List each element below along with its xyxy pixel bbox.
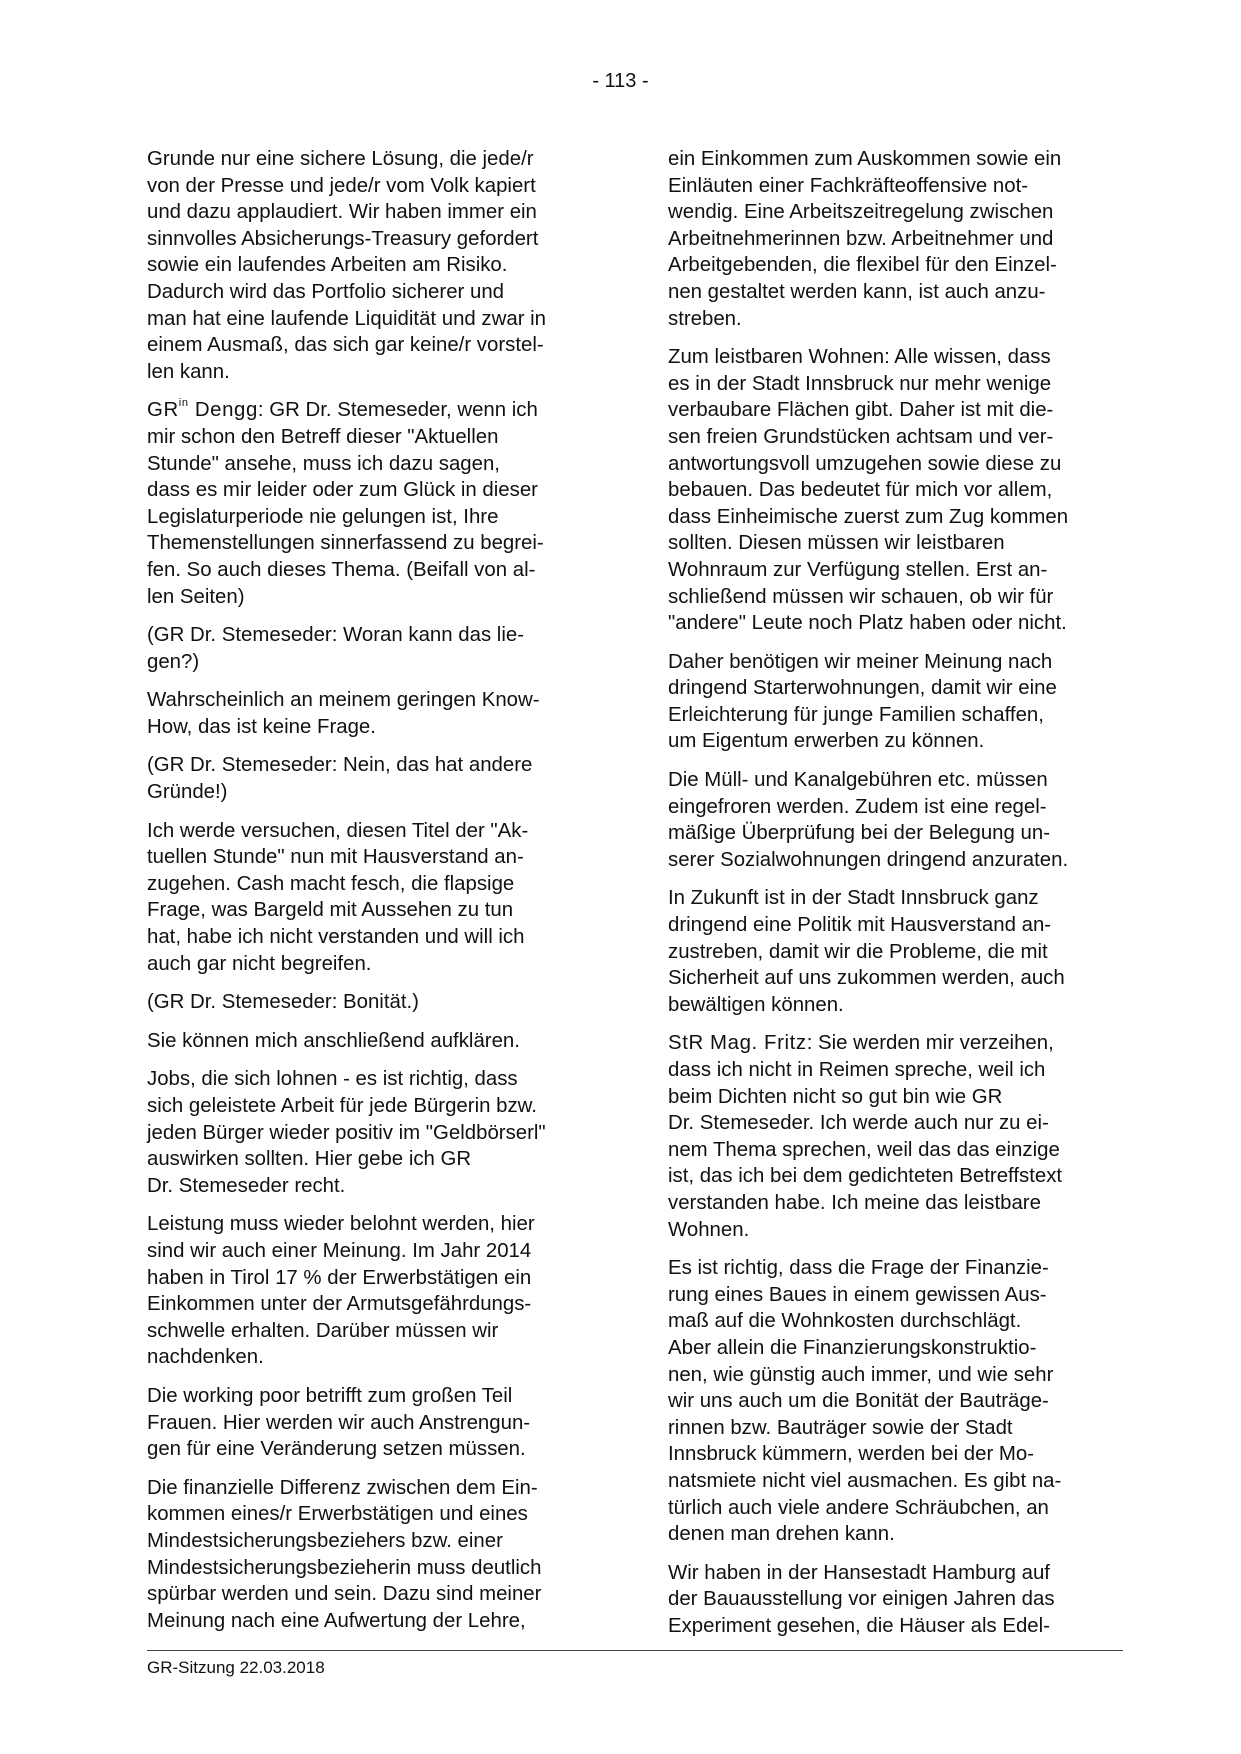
paragraph: Die Müll- und Kanalgebühren etc. müssen eingefroren werden. Zudem ist eine regel- mäßige Überprüfung bei der Belegung un- serer Sozialwohnungen dringend anzuraten. xyxy=(668,769,1069,871)
paragraph: Sie können mich anschließend aufklären. xyxy=(147,1029,520,1052)
paragraph: Daher benötigen wir meiner Meinung nach dringend Starterwohnungen, damit wir eine Erleichterung für junge Familien schaffen, um Eigentum erwerben zu können. xyxy=(668,650,1057,753)
paragraph: Zum leistbaren Wohnen: Alle wissen, dass es in der Stadt Innsbruck nur mehr wenige verbaubare Flächen gibt. Daher ist mit die- sen freien Grundstücken achtsam und ver- antwortungsvoll umzugehen sowie diese zu bebauen. Das bedeutet für mich vor allem, dass Einheimische zuerst zum Zug kommen sollten. Diesen müssen wir leistbaren Wohnraum zur Verfügung stellen. Erst an- schließend müssen wir schauen, ob wir für "andere" Leute noch Platz haben oder nicht. xyxy=(668,346,1069,635)
speaker-name: StR Mag. Fritz xyxy=(668,1032,807,1055)
speech-fritz xyxy=(668,1030,1115,1243)
interjection: (GR Dr. Stemeseder: Nein, das hat andere Gründe!) xyxy=(147,754,533,804)
paragraph: Die finanzielle Differenz zwischen dem Ein- kommen eines/r Erwerbstätigen und eines Mindestsicherungsbeziehers bzw. einer Mindestsicherungsbezieherin muss deutlich spürbar werden und sein. Dazu sind meiner Meinung nach eine Aufwertung der Lehre, xyxy=(147,1476,542,1632)
paragraph: Die working poor betrifft zum großen Teil Frauen. Hier werden wir auch Anstrengun- gen für eine Veränderung setzen müssen. xyxy=(147,1384,531,1461)
paragraph: Wahrscheinlich an meinem geringen Know- How, das ist keine Frage. xyxy=(147,689,540,738)
paragraph: ein Einkommen zum Auskommen sowie ein Einläuten einer Fachkräfteoffensive not- wendig. Eine Arbeitszeitregelung zwischen Arbeitnehmerinnen bzw. Arbeitnehmer und Arbeitgebenden, die flexibel für den Einzel- nen gestaltet werden kann, ist auch anzu- streben. xyxy=(668,148,1062,330)
paragraph: Grunde nur eine sichere Lösung, die jede/r von der Presse und jede/r vom Volk kapiert und dazu applaudiert. Wir haben immer ein sinnvolles Absicherungs-Treasury gefordert sowie ein laufendes Arbeiten am Risiko. Dadurch wird das Portfolio sicherer und man hat eine laufende Liquidität und zwar in einem Ausmaß, das sich gar keine/r vorstel- len kann. xyxy=(147,148,547,383)
speaker-title-suffix: in xyxy=(178,396,189,409)
paragraph: Ich werde versuchen, diesen Titel der "Ak- tuellen Stunde" nun mit Hausverstand an- zugehen. Cash macht fesch, die flapsige Frage, was Bargeld mit Aussehen zu tun hat, habe ich nicht verstanden und will ich auch gar nicht begreifen. xyxy=(147,819,529,975)
footer-session-date: GR-Sitzung 22.03.2018 xyxy=(147,1658,325,1677)
left-column xyxy=(147,146,595,1646)
paragraph: Wir haben in der Hansestadt Hamburg auf der Bauausstellung vor einigen Jahren das Experiment gesehen, die Häuser als Edel- xyxy=(668,1561,1055,1637)
speech-dengg xyxy=(147,397,595,610)
interjection: (GR Dr. Stemeseder: Woran kann das lie- gen?) xyxy=(147,624,524,673)
paragraph: Es ist richtig, dass die Frage der Finanzie- rung eines Baues in einem gewissen Aus- maß auf die Wohnkosten durchschlägt. Aber allein die Finanzierungskonstruktio- nen, wie günstig auch immer, und wie sehr wir uns auch um die Bonität der Bauträge- rinnen bzw. Bauträger sowie der Stadt Innsbruck kümmern, werden bei der Mo- natsmiete nicht viel ausmachen. Es gibt na- türlich auch viele andere Schräubchen, an denen man drehen kann. xyxy=(668,1257,1062,1546)
footer-divider xyxy=(147,1650,1123,1651)
right-column xyxy=(668,146,1115,1651)
speech-text: : GR Dr. Stemeseder, wenn ich mir schon den Betreff dieser "Aktuellen Stunde" ansehe, muss ich dazu sagen, dass es mir leider oder zum Glück in dieser Legislaturperiode nie gelungen ist, Ihre Themenstellungen sinnerfassend zu begrei- fen. So auch dieses Thema. (Beifall von al- len Seiten) xyxy=(147,399,544,608)
speaker-name: $GR^{in}$ Dengg xyxy=(147,396,258,422)
page-number: - 113 - xyxy=(592,70,649,92)
paragraph: In Zukunft ist in der Stadt Innsbruck ganz dringend eine Politik mit Hausverstand an- zustreben, damit wir die Probleme, die mit Sicherheit auf uns zukommen werden, auch bewältigen können. xyxy=(668,887,1065,1016)
interjection: (GR Dr. Stemeseder: Bonität.) xyxy=(147,991,419,1014)
paragraph: Jobs, die sich lohnen - es ist richtig, dass sich geleistete Arbeit für jede Bürgerin bzw. jeden Bürger wieder positiv im "Geldbörserl" auswirken sollten. Hier gebe ich GR Dr. Stemeseder recht. xyxy=(147,1068,546,1197)
paragraph: Leistung muss wieder belohnt werden, hier sind wir auch einer Meinung. Im Jahr 2014 haben in Tirol 17 % der Erwerbstätigen ein Einkommen unter der Armutsgefährdungs- schwelle erhalten. Darüber müssen wir nachdenken. xyxy=(147,1213,535,1369)
speech-text: : Sie werden mir verzeihen, dass ich nicht in Reimen spreche, weil ich beim Dichten nicht so gut bin wie GR Dr. Stemeseder. Ich werde auch nur zu ei- nem Thema sprechen, weil das das einzige ist, das ich bei dem gedichteten Betreffstext verstanden habe. Ich meine das leistbare Wohnen. xyxy=(668,1032,1063,1241)
